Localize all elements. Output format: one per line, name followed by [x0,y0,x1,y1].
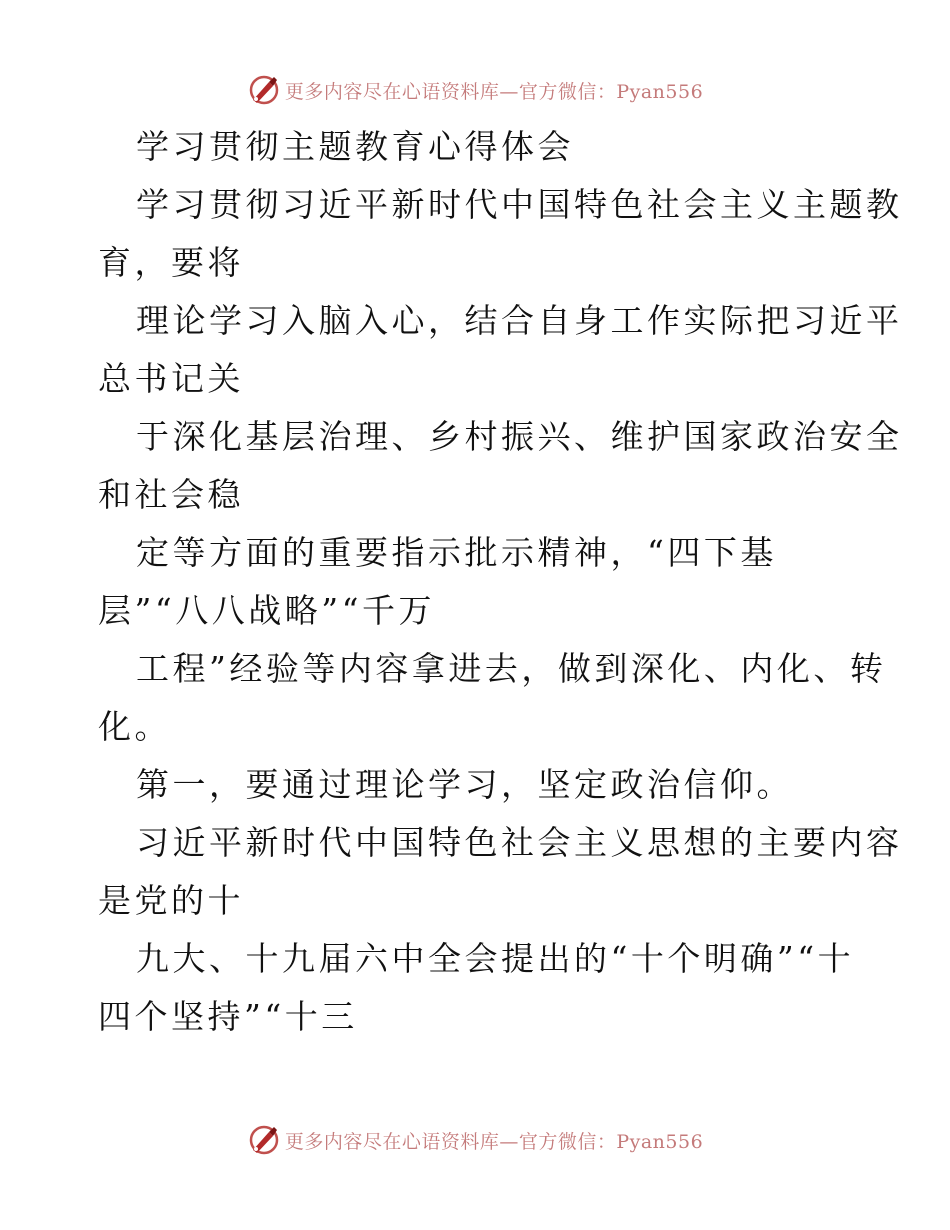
paragraph-line: 育，要将 [98,243,244,282]
pen-logo-icon [247,1123,281,1157]
paragraph-line: 层”“八八战略”“千万 [98,591,435,630]
paragraph-line: 九大、十九届六中全会提出的“十个明确”“十 [136,939,855,978]
watermark-text: 更多内容尽在心语资料库—官方微信：Pyan556 [284,1130,704,1153]
paragraph-line: 化。 [98,707,171,746]
document-body [98,118,903,1046]
paragraph-line: 工程”经验等内容拿进去，做到深化、内化、转 [136,649,887,688]
paragraph-line: 定等方面的重要指示批示精神，“四下基 [136,533,777,572]
pen-logo-icon [247,73,281,107]
paragraph-line: 习近平新时代中国特色社会主义思想的主要内容 [136,823,903,862]
watermark-text: 更多内容尽在心语资料库—官方微信：Pyan556 [284,80,704,103]
paragraph-line: 是党的十 [98,881,244,920]
header-watermark [0,70,950,110]
paragraph-line: 于深化基层治理、乡村振兴、维护国家政治安全 [136,417,903,456]
paragraph-line: 学习贯彻习近平新时代中国特色社会主义主题教 [136,185,903,224]
paragraph-line: 和社会稳 [98,475,244,514]
paragraph-line: 理论学习入脑入心，结合自身工作实际把习近平 [136,301,903,340]
document-title: 学习贯彻主题教育心得体会 [136,127,574,166]
footer-watermark [0,1120,950,1160]
paragraph-line: 总书记关 [98,359,244,398]
paragraph-line: 四个坚持”“十三 [98,997,358,1036]
section-heading: 第一，要通过理论学习，坚定政治信仰。 [136,765,793,804]
